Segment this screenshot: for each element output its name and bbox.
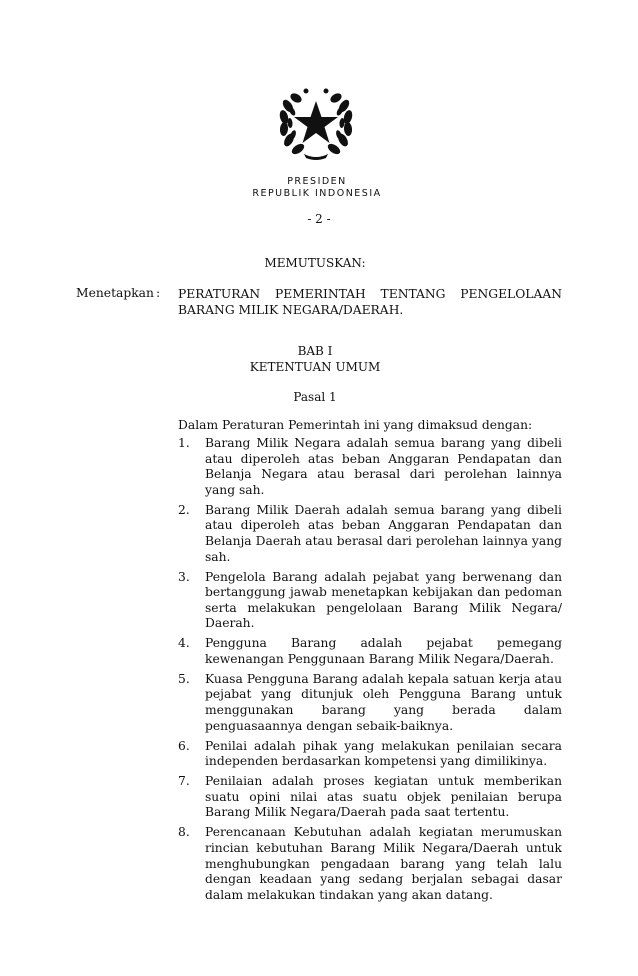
- garuda-emblem-icon: [276, 84, 356, 162]
- list-item: [178, 436, 562, 498]
- decision-heading: MEMUTUSKAN:: [264, 256, 366, 270]
- item-text: Penilaian adalah proses kegiatan untuk memberikan suatu opini nilai atas suatu objek penilaian berupa Barang Milik Negara/Daerah pada saat tertentu.: [205, 774, 562, 820]
- list-item: [178, 774, 562, 821]
- item-number: 4.: [178, 636, 190, 651]
- menetapkan-label: Menetapkan: [76, 286, 154, 300]
- list-item: [178, 503, 562, 565]
- item-text: Penilai adalah pihak yang melakukan penilaian secara independen berdasarkan kompetensi yang dimilikinya.: [205, 738, 562, 769]
- item-text: Barang Milik Negara adalah semua barang yang dibeli atau diperoleh atas beban Anggaran Pendapatan dan Belanja Negara atau berasal dari perolehan lainnya yang sah.: [205, 436, 562, 497]
- item-number: 7.: [178, 774, 190, 789]
- chapter-number: BAB I: [297, 344, 333, 358]
- list-item: [178, 825, 562, 903]
- item-number: 1.: [178, 436, 190, 450]
- chapter-title: KETENTUAN UMUM: [249, 360, 381, 374]
- list-item: [178, 672, 562, 734]
- item-number: 6.: [178, 738, 190, 753]
- definitions-intro: Dalam Peraturan Pemerintah ini yang dimaksud dengan:: [178, 418, 533, 432]
- header-president: PRESIDEN: [287, 176, 347, 187]
- item-text: Pengguna Barang adalah pejabat pemegang kewenangan Penggunaan Barang Milik Negara/Daerah.: [205, 636, 562, 666]
- decision-line-1: PERATURAN PEMERINTAH TENTANG PENGELOLAAN: [178, 287, 562, 301]
- item-text: Barang Milik Daerah adalah semua barang yang dibeli atau diperoleh atas beban Anggaran Pendapatan dan Belanja Daerah atau berasal dari perolehan lainnya yang sah.: [205, 502, 562, 564]
- item-text: Kuasa Pengguna Barang adalah kepala satuan kerja atau pejabat yang ditunjuk oleh Pengguna Barang untuk menggunakan barang yang berada dalam penguasaannya dengan sebaik-baiknya.: [205, 671, 562, 733]
- list-item: [178, 570, 562, 632]
- item-number: 5.: [178, 671, 190, 686]
- decision-text: [178, 286, 562, 318]
- item-text: Pengelola Barang adalah pejabat yang berwenang dan bertanggung jawab menetapkan kebijakan dan pedoman serta melakukan pengelolaan Barang Milik Negara/ Daerah.: [205, 569, 562, 631]
- decision-line-2: BARANG MILIK NEGARA/DAERAH.: [178, 303, 404, 317]
- definitions-list: [178, 436, 562, 908]
- page-number: - 2 -: [307, 212, 331, 226]
- article-heading: Pasal 1: [293, 390, 337, 404]
- item-number: 2.: [178, 502, 190, 517]
- list-item: [178, 636, 562, 667]
- list-item: [178, 739, 562, 770]
- item-number: 8.: [178, 825, 190, 840]
- item-text: Perencanaan Kebutuhan adalah kegiatan merumuskan rincian kebutuhan Barang Milik Negara/Daerah untuk menghubungkan pengadaan barang yang telah lalu dengan keadaan yang sedang berjalan sebagai dasar dalam melakukan tindakan yang akan datang.: [205, 825, 562, 902]
- menetapkan-colon: :: [156, 286, 161, 300]
- header-republic: REPUBLIK INDONESIA: [252, 188, 382, 199]
- item-number: 3.: [178, 569, 190, 584]
